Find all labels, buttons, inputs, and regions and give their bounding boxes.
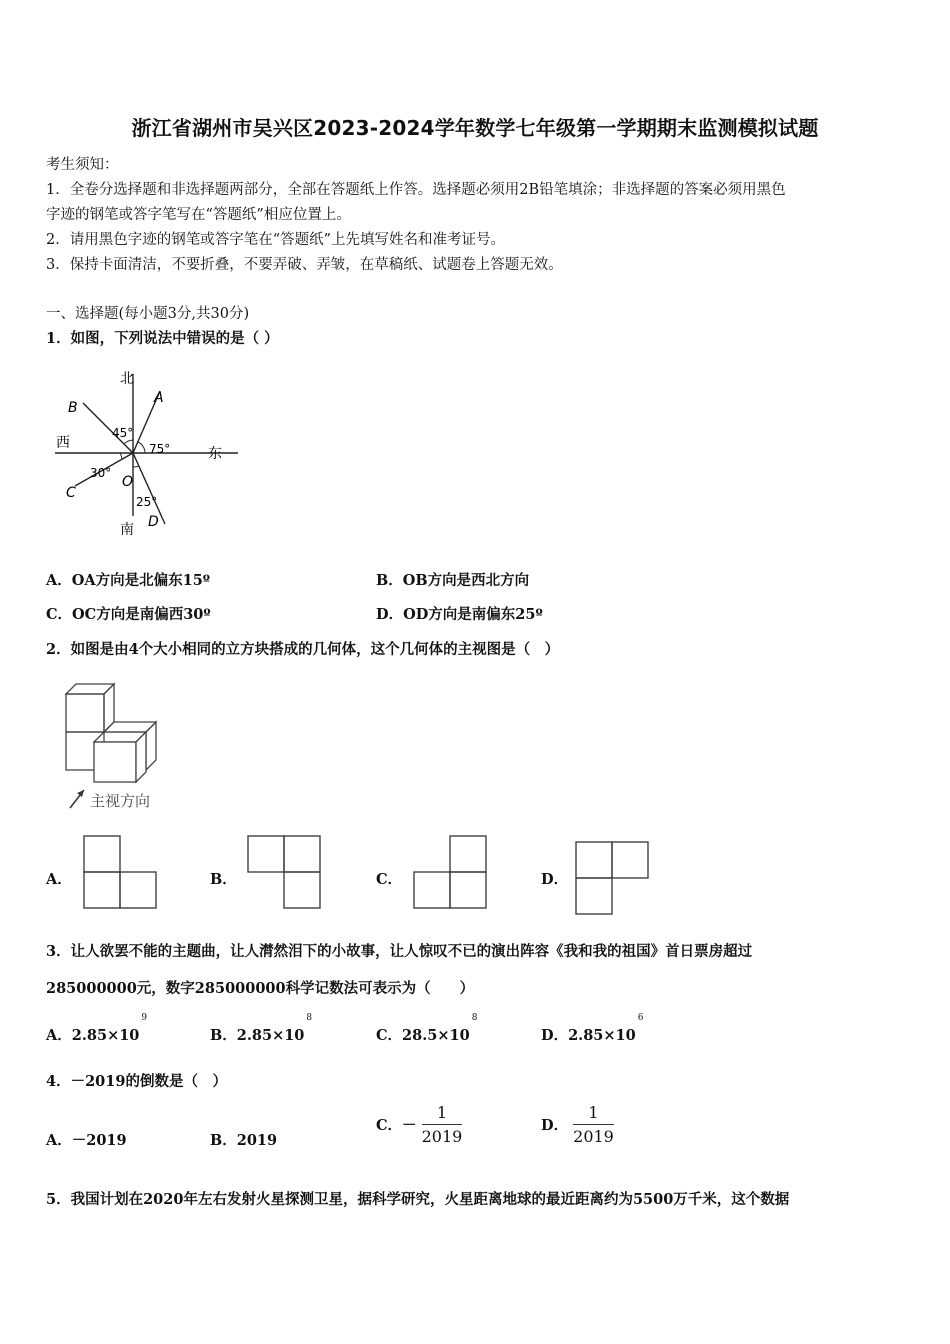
q2-option-b-view bbox=[246, 834, 324, 912]
left-upper-cube-side bbox=[104, 684, 114, 732]
q1-option-a: A．OA方向是北偏东15º bbox=[46, 572, 211, 589]
point-c-label: C bbox=[66, 485, 76, 501]
angle-arc-75 bbox=[138, 442, 145, 453]
arrow-head bbox=[77, 790, 84, 797]
q2-option-d-view bbox=[574, 840, 652, 918]
q1-stem: 1．如图，下列说法中错误的是（ ） bbox=[46, 330, 279, 347]
north-label: 北 bbox=[120, 371, 134, 387]
q2-stem: 2．如图是由4个大小相同的立方块搭成的几何体，这个几何体的主视图是（ ） bbox=[46, 641, 560, 658]
q4-option-c-fraction: $\frac{1}{2019}$ bbox=[421, 1103, 463, 1146]
q3-option-a: A．$2.85\times 10^9$ bbox=[46, 1013, 148, 1044]
point-b-label: B bbox=[68, 400, 78, 416]
angle-25-label: 25° bbox=[136, 495, 158, 509]
q1-option-d: D．OD方向是南偏东25º bbox=[376, 606, 543, 623]
q4-option-a: A．－2019 bbox=[46, 1132, 127, 1149]
q3-stem-line-1: 3．让人欲罢不能的主题曲，让人潸然泪下的小故事，让人惊叹不已的演出阵容《我和我的祖国》首日票房超过 bbox=[46, 943, 753, 960]
angle-arc-30 bbox=[120, 453, 122, 459]
west-label: 西 bbox=[56, 435, 70, 451]
q2-option-c-label: C． bbox=[376, 871, 403, 888]
angle-arc-45 bbox=[124, 440, 133, 444]
east-label: 东 bbox=[208, 446, 222, 462]
q4-option-b: B．2019 bbox=[210, 1132, 278, 1149]
view-direction-label: 主视方向 bbox=[90, 792, 151, 810]
q3-option-c: C．$28.5\times 10^8$ bbox=[376, 1013, 478, 1044]
document-title: 浙江省湖州市吴兴区2023-2024学年数学七年级第一学期期末监测模拟试题 bbox=[131, 116, 819, 140]
q2-option-d-label: D． bbox=[541, 871, 569, 888]
left-cube-top bbox=[66, 684, 114, 694]
q4-option-c: C．－ $\frac{1}{2019}$ bbox=[376, 1103, 463, 1146]
compass-direction-figure bbox=[50, 366, 250, 542]
cube-stack-figure bbox=[58, 676, 178, 816]
q2-option-a-label: A． bbox=[46, 871, 72, 888]
left-upper-cube-front bbox=[66, 694, 104, 732]
notice-line-3: 2．请用黑色字迹的钢笔或答字笔在“答题纸”上先填写姓名和准考证号。 bbox=[46, 232, 506, 248]
notice-line-4: 3．保持卡面清洁，不要折叠，不要弄破、弄皱，在草稿纸、试题卷上答题无效。 bbox=[46, 257, 563, 273]
point-a-label: A bbox=[154, 390, 164, 406]
angle-30-label: 30° bbox=[90, 466, 112, 480]
q1-option-b: B．OB方向是西北方向 bbox=[376, 572, 530, 589]
origin-o-label: O bbox=[122, 474, 134, 490]
q2-option-c-view bbox=[412, 834, 490, 912]
q3-option-d: D．$2.85\times 10^6$ bbox=[541, 1013, 644, 1044]
front-cube-side bbox=[136, 732, 146, 782]
angle-arc-25 bbox=[133, 466, 139, 467]
notice-heading: 考生须知： bbox=[46, 157, 119, 173]
q4-option-d-fraction: $\frac{1}{2019}$ bbox=[573, 1103, 614, 1146]
q3-option-b: B．$2.85\times 10^8$ bbox=[210, 1013, 313, 1044]
q1-option-c: C．OC方向是南偏西30º bbox=[46, 606, 211, 623]
q2-option-a-view bbox=[82, 834, 160, 912]
front-cube-front bbox=[94, 742, 136, 782]
point-d-label: D bbox=[148, 514, 159, 530]
q4-option-d: D． $\frac{1}{2019}$ bbox=[541, 1103, 614, 1146]
q5-stem: 5．我国计划在2020年左右发射火星探测卫星，据科学研究，火星距离地球的最近距离约为5500万千米，这个数据 bbox=[46, 1191, 790, 1208]
notice-line-2: 字迹的钢笔或答字笔写在“答题纸”相应位置上。 bbox=[46, 207, 351, 223]
angle-75-label: 75° bbox=[149, 442, 171, 456]
q3-stem-line-2: 285000000元，数字285000000科学记数法可表示为（ ） bbox=[46, 980, 475, 997]
q4-stem: 4．－2019的倒数是（ ） bbox=[46, 1073, 227, 1090]
back-cube-side bbox=[146, 722, 156, 770]
section-heading: 一、选择题(每小题3分,共30分) bbox=[46, 306, 250, 322]
angle-45-label: 45° bbox=[112, 426, 134, 440]
notice-line-1: 1．全卷分选择题和非选择题两部分，全部在答题纸上作答。选择题必须用2B铅笔填涂；非选择题的答案必须用黑色 bbox=[46, 182, 786, 198]
south-label: 南 bbox=[120, 522, 134, 538]
q2-option-b-label: B． bbox=[210, 871, 237, 888]
